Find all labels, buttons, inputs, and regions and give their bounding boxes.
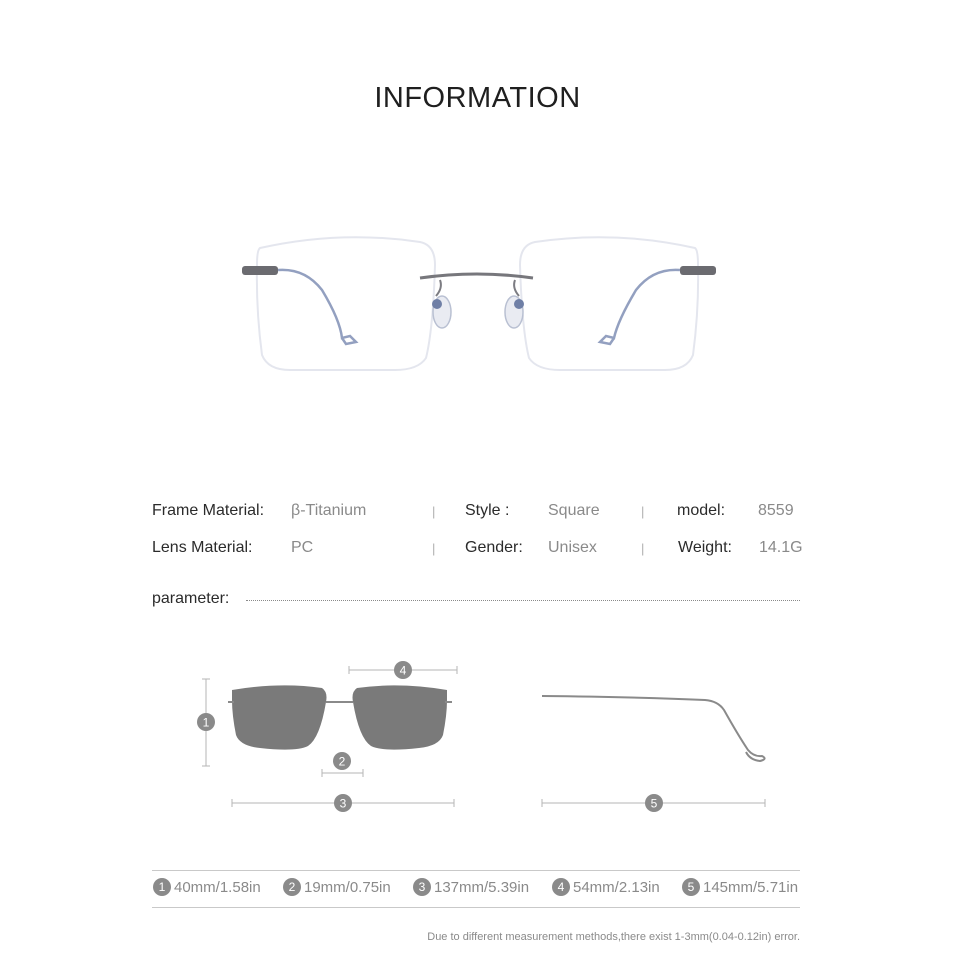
measurement-value: 40mm/1.58in (174, 878, 261, 896)
lens-material-label: Lens Material: (152, 539, 253, 556)
marker-3 (334, 794, 352, 812)
measurement-value: 54mm/2.13in (573, 878, 660, 896)
measurement-value: 19mm/0.75in (304, 878, 391, 896)
parameter-label: parameter: (152, 590, 230, 607)
number-badge: 5 (682, 878, 700, 896)
style-value: Square (548, 502, 600, 519)
measurement-item (283, 878, 391, 896)
measurement-item (413, 878, 529, 896)
lens-material-value: PC (291, 539, 314, 556)
glasses-front-diagram (228, 685, 452, 749)
marker-2 (333, 752, 351, 770)
separator: | (432, 541, 436, 556)
marker-5 (645, 794, 663, 812)
separator: | (641, 541, 645, 556)
style-label: Style : (465, 502, 510, 519)
glasses-temple-diagram (542, 696, 765, 761)
frame-material-value: β-Titanium (291, 502, 367, 519)
marker-4 (394, 661, 412, 679)
number-badge: 2 (283, 878, 301, 896)
measurement-value: 145mm/5.71in (703, 878, 799, 896)
svg-text:4: 4 (399, 663, 407, 678)
rimless-glasses-image (230, 220, 725, 380)
number-badge: 4 (552, 878, 570, 896)
measurement-item (153, 878, 261, 896)
separator: | (432, 504, 436, 519)
svg-text:2: 2 (338, 754, 346, 769)
gender-value: Unisex (548, 539, 597, 556)
number-badge: 3 (413, 878, 431, 896)
gender-label: Gender: (465, 539, 523, 556)
spec-row-1 (0, 502, 955, 526)
svg-text:5: 5 (650, 796, 658, 811)
measurement-diagrams (0, 640, 955, 830)
measurement-value: 137mm/5.39in (434, 878, 530, 896)
weight-value: 14.1G (759, 539, 803, 556)
page-title: INFORMATION (374, 82, 581, 114)
divider-bottom (152, 907, 800, 908)
frame-material-label: Frame Material: (152, 502, 265, 519)
model-label: model: (677, 502, 726, 519)
spec-row-2 (0, 539, 955, 563)
measurement-item (552, 878, 660, 896)
svg-text:3: 3 (339, 796, 347, 811)
measurement-item (682, 878, 798, 896)
measurements-row (0, 878, 955, 900)
separator: | (641, 504, 645, 519)
parameter-dotted-line (246, 600, 800, 601)
divider-top (152, 870, 800, 871)
weight-label: Weight: (678, 539, 732, 556)
measurement-error-note: Due to different measurement methods,there exist 1-3mm(0.04-0.12in) error. (427, 931, 800, 943)
marker-1 (197, 713, 215, 731)
model-value: 8559 (758, 502, 794, 519)
svg-text:1: 1 (202, 715, 210, 730)
number-badge: 1 (153, 878, 171, 896)
